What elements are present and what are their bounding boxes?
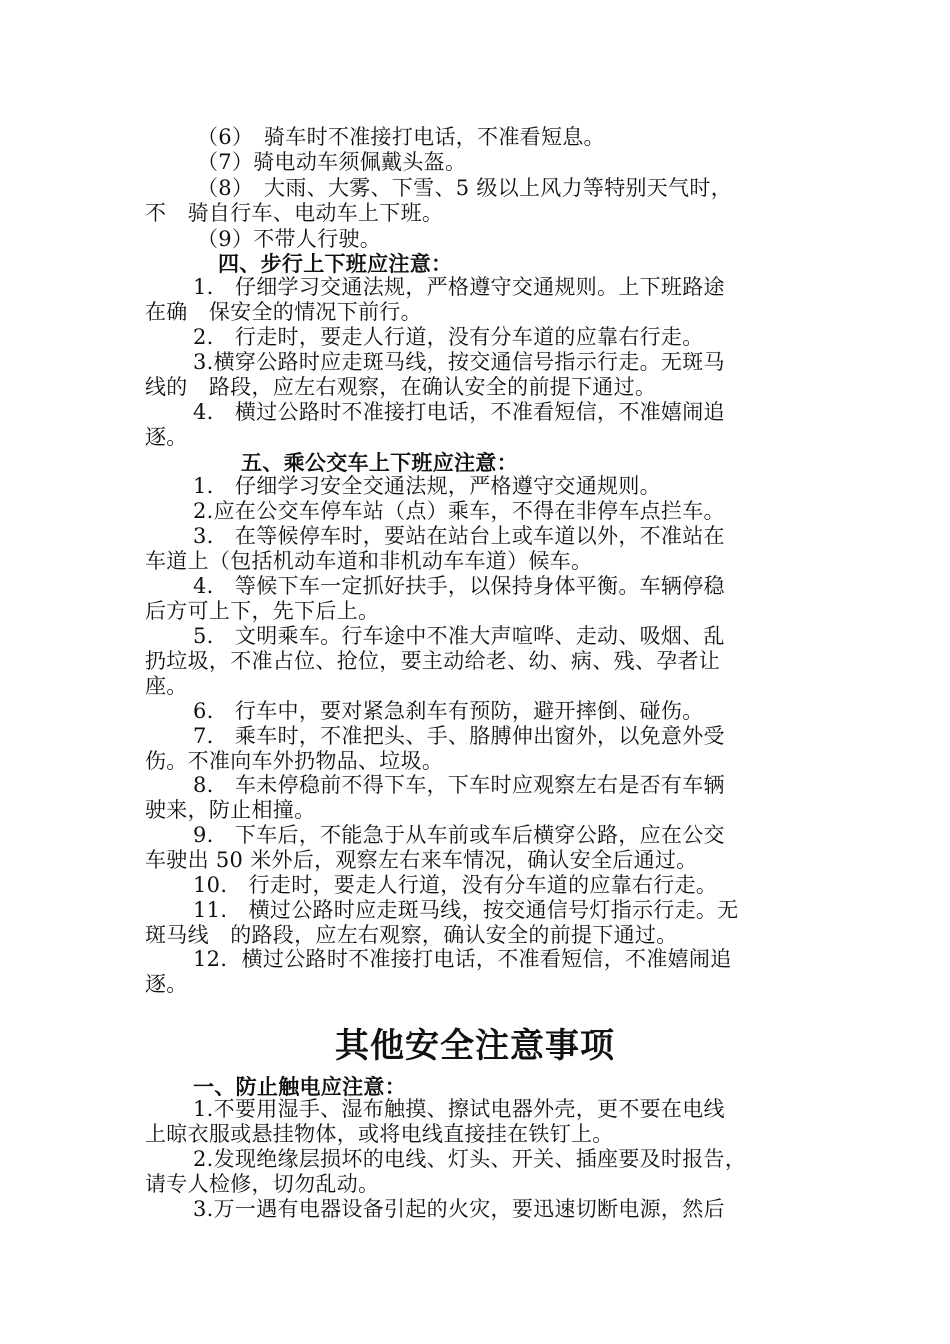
text-line: 扔垃圾，不准占位、抢位，要主动给老、幼、病、残、孕者让 bbox=[145, 649, 721, 673]
text-line: 座。 bbox=[145, 674, 188, 698]
text-line: 1.不要用湿手、湿布触摸、擦试电器外壳，更不要在电线 bbox=[193, 1097, 725, 1121]
text-line: 11. 横过公路时应走斑马线，按交通信号灯指示行走。无 bbox=[193, 898, 739, 922]
section-heading: 一、防止触电应注意： bbox=[193, 1074, 406, 1099]
text-line: 3.万一遇有电器设备引起的火灾，要迅速切断电源，然后 bbox=[193, 1197, 725, 1221]
text-line: 逐。 bbox=[145, 425, 188, 449]
text-line: 不 骑自行车、电动车上下班。 bbox=[145, 201, 444, 225]
text-line: 伤。不准向车外扔物品、垃圾。 bbox=[145, 749, 444, 773]
text-line: 2.发现绝缘层损坏的电线、灯头、开关、插座要及时报告， bbox=[193, 1147, 747, 1171]
text-line: 车道上（包括机动车道和非机动车车道）候车。 bbox=[145, 549, 593, 573]
text-line: 斑马线 的路段，应左右观察，确认安全的前提下通过。 bbox=[145, 923, 678, 947]
text-line: 6. 行车中，要对紧急刹车有预防，避开摔倒、碰伤。 bbox=[193, 699, 704, 723]
text-line: 10. 行走时，要走人行道，没有分车道的应靠右行走。 bbox=[193, 873, 718, 897]
section-heading: 四、步行上下班应注意： bbox=[218, 251, 453, 276]
text-line: （8） 大雨、大雾、下雪、5 级以上风力等特别天气时， bbox=[197, 176, 732, 200]
text-line: 2.应在公交车停车站（点）乘车，不得在非停车点拦车。 bbox=[193, 499, 725, 523]
section-heading: 五、乘公交车上下班应注意： bbox=[241, 450, 518, 475]
text-line: 3. 在等候停车时，要站在站台上或车道以外，不准站在 bbox=[193, 524, 725, 548]
text-line: 请专人检修，切勿乱动。 bbox=[145, 1172, 380, 1196]
text-line: 9. 下车后，不能急于从车前或车后横穿公路，应在公交 bbox=[193, 823, 725, 847]
text-line: 1. 仔细学习交通法规，严格遵守交通规则。上下班路途 bbox=[193, 275, 725, 299]
page-title: 其他安全注意事项 bbox=[335, 1026, 615, 1066]
text-line: 2. 行走时，要走人行道，没有分车道的应靠右行走。 bbox=[193, 325, 704, 349]
text-line: （7）骑电动车须佩戴头盔。 bbox=[197, 150, 467, 174]
text-line: 4. 等候下车一定抓好扶手，以保持身体平衡。车辆停稳 bbox=[193, 574, 725, 598]
text-line: 7. 乘车时，不准把头、手、胳膊伸出窗外，以免意外受 bbox=[193, 724, 725, 748]
text-line: 3.横穿公路时应走斑马线，按交通信号指示行走。无斑马 bbox=[193, 350, 725, 374]
text-line: 4. 横过公路时不准接打电话，不准看短信，不准嬉闹追 bbox=[193, 400, 725, 424]
text-line: 车驶出 50 米外后，观察左右来车情况，确认安全后通过。 bbox=[145, 848, 698, 872]
text-line: （9）不带人行驶。 bbox=[197, 227, 382, 251]
text-line: 线的 路段，应左右观察，在确认安全的前提下通过。 bbox=[145, 375, 657, 399]
text-line: 8. 车未停稳前不得下车，下车时应观察左右是否有车辆 bbox=[193, 773, 725, 797]
text-line: 上晾衣服或悬挂物体，或将电线直接挂在铁钉上。 bbox=[145, 1122, 614, 1146]
text-line: 1. 仔细学习安全交通法规，严格遵守交通规则。 bbox=[193, 474, 661, 498]
text-line: 逐。 bbox=[145, 972, 188, 996]
text-line: （6） 骑车时不准接打电话，不准看短息。 bbox=[197, 125, 605, 149]
text-line: 在确 保安全的情况下前行。 bbox=[145, 300, 422, 324]
text-line: 驶来，防止相撞。 bbox=[145, 798, 316, 822]
text-line: 后方可上下，先下后上。 bbox=[145, 599, 380, 623]
text-line: 12．横过公路时不准接打电话，不准看短信，不准嬉闹追 bbox=[193, 947, 732, 971]
text-line: 5. 文明乘车。行车途中不准大声喧哗、走动、吸烟、乱 bbox=[193, 624, 725, 648]
